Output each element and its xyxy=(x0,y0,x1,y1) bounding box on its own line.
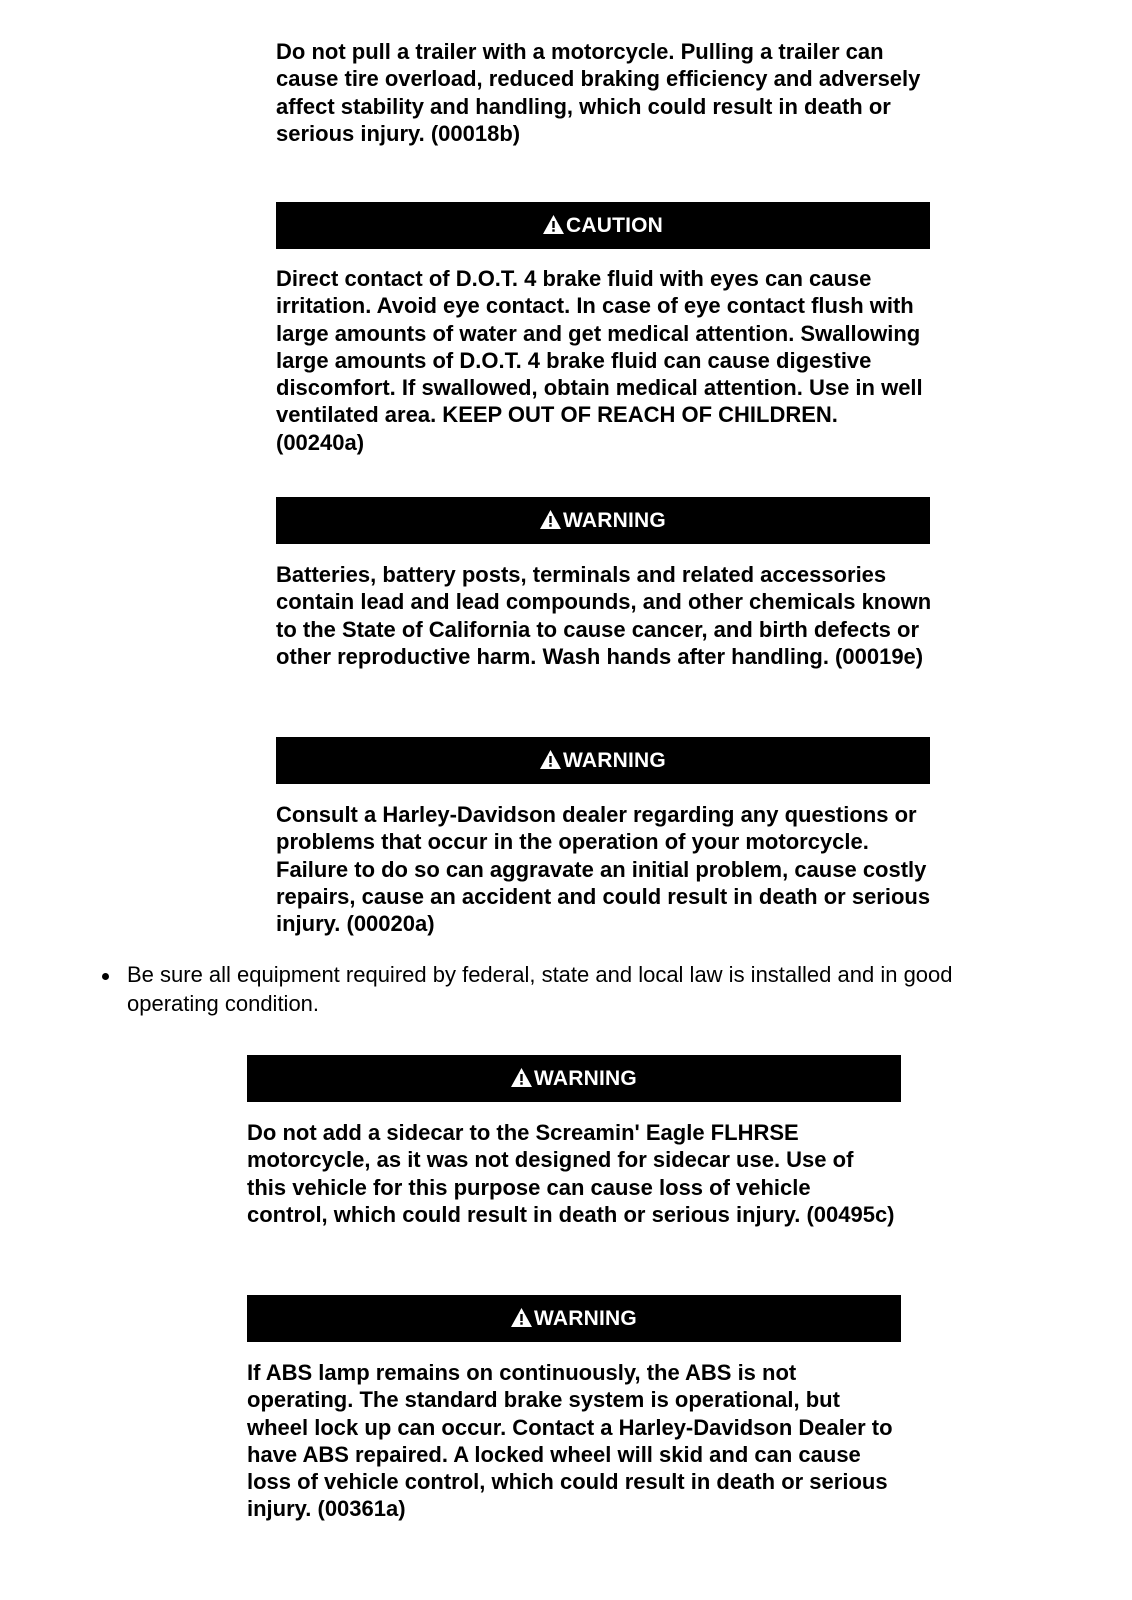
caution-text-brake-fluid: Direct contact of D.O.T. 4 brake fluid with eyes can cause irritation. Avoid eye contact. In case of eye contact flush with large amounts of water and get medical attention. Swallowing large amounts of D.O.T. 4 brake fluid can cause digestive discomfort. If swallowed, obtain medical attention. Use in well ventilated area. KEEP OUT OF REACH OF CHILDREN. (00240a) xyxy=(276,266,923,455)
warning-triangle-icon xyxy=(543,215,564,234)
warning-triangle-icon xyxy=(511,1308,532,1327)
warning-text-trailer: Do not pull a trailer with a motorcycle. Pulling a trailer can cause tire overload, reduced braking efficiency and adversely affect stability and handling, which could result in death or serious injury. (00018b) xyxy=(276,39,921,146)
caution-banner xyxy=(276,202,930,249)
warning-banner xyxy=(276,737,930,784)
warning-banner xyxy=(247,1295,901,1342)
bullet-dot xyxy=(102,973,109,980)
caution-banner-label: CAUTION xyxy=(565,213,664,237)
warning-text-abs: If ABS lamp remains on continuously, the ABS is not operating. The standard brake system is operational, but wheel lock up can occur. Contact a Harley-Davidson Dealer to have ABS repaired. A locked wheel will skid and can cause loss of vehicle control, which could result in death or serious injury. (00361a) xyxy=(247,1360,893,1522)
bullet-text: Be sure all equipment required by federal, state and local law is installed and in good operating condition. xyxy=(127,962,953,1016)
warning-banner-label: WARNING xyxy=(534,1306,637,1330)
warning-triangle-icon xyxy=(511,1068,532,1087)
warning-banner-label: WARNING xyxy=(563,508,666,532)
warning-banner xyxy=(247,1055,901,1102)
warning-text-dealer: Consult a Harley-Davidson dealer regarding any questions or problems that occur in the operation of your motorcycle. Failure to do so can aggravate an initial problem, cause costly repairs, cause an accident and could result in death or serious injury. (00020a) xyxy=(276,802,931,937)
warning-banner-label: WARNING xyxy=(534,1066,637,1090)
warning-text-sidecar: Do not add a sidecar to the Screamin' Eagle FLHRSE motorcycle, as it was not designed for sidecar use. Use of this vehicle for this purpose can cause loss of vehicle control, which could result in death or serious injury. (00495c) xyxy=(247,1120,895,1227)
warning-banner-label: WARNING xyxy=(563,748,666,772)
warning-triangle-icon xyxy=(540,750,561,769)
warning-triangle-icon xyxy=(540,510,561,529)
warning-banner xyxy=(276,497,930,544)
warning-text-batteries: Batteries, battery posts, terminals and related accessories contain lead and lead compounds, and other chemicals known to the State of California to cause cancer, and birth defects or other reproductive harm. Wash hands after handling. (00019e) xyxy=(276,562,932,669)
